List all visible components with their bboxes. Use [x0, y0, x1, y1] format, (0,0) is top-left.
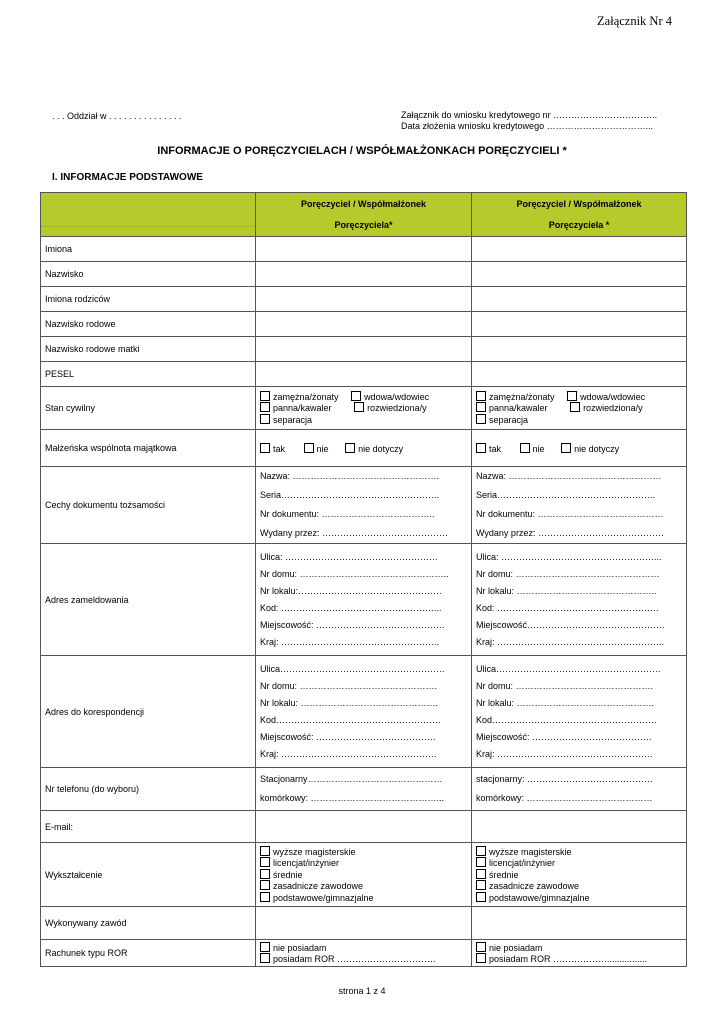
checkbox-separated[interactable]: separacja	[260, 414, 467, 426]
table-row	[41, 237, 687, 262]
postal-code-field[interactable]: Kod……………………………………………….	[260, 714, 441, 725]
phone-fields-2	[472, 768, 687, 811]
country-field[interactable]: Kraj: …………………………………………….	[260, 748, 437, 759]
table-row	[41, 544, 687, 656]
joint-property-options-1	[256, 430, 472, 467]
page-number: strona 1 z 4	[338, 986, 386, 996]
row-label-adres-zameldowania: Adres zameldowania	[41, 544, 256, 656]
input-cell[interactable]	[472, 287, 687, 312]
document-issuer-field[interactable]: Wydany przez: ……………………………………	[476, 528, 664, 538]
row-label-ror: Rachunek typu ROR	[41, 940, 256, 967]
registered-address-fields-1	[256, 544, 472, 656]
document-name-field[interactable]: Nazwa: ………………………………………….	[260, 471, 440, 481]
table-row	[41, 262, 687, 287]
table-row	[41, 430, 687, 467]
country-field[interactable]: Kraj: ……………………………………………..	[260, 636, 440, 647]
row-label-email: E-mail:	[41, 811, 256, 843]
mobile-field[interactable]: komórkowy: ……………………………………...	[260, 793, 445, 803]
table-row	[41, 656, 687, 768]
loan-annex-field[interactable]: Załącznik do wniosku kredytowego nr ……………………………..	[401, 110, 658, 120]
checkbox-primary[interactable]: podstawowe/gimnazjalne	[260, 892, 467, 904]
table-row	[41, 467, 687, 544]
checkbox-widowed[interactable]: wdowa/wdowiec	[567, 391, 645, 403]
education-options-1	[256, 843, 472, 907]
house-number-field[interactable]: Nr domu: …………………………………………..	[260, 568, 449, 579]
country-field[interactable]: Kraj: …………………………………………….	[476, 748, 653, 759]
header-corner-cell	[41, 193, 256, 237]
document-issuer-field[interactable]: Wydany przez: ……………………………………	[260, 528, 448, 538]
loan-meta	[401, 110, 657, 132]
table-row	[41, 811, 687, 843]
checkbox-no[interactable]: nie	[304, 443, 329, 454]
section-title: I. INFORMACJE PODSTAWOWE	[52, 172, 203, 183]
document-series-field[interactable]: Seria……………………………………………..	[260, 490, 440, 500]
checkbox-widowed[interactable]: wdowa/wdowiec	[351, 391, 429, 403]
document-name-field[interactable]: Nazwa: ……………………………………………	[476, 471, 662, 481]
checkbox-yes[interactable]: tak	[260, 443, 285, 454]
row-label-pesel: PESEL	[41, 362, 256, 387]
document-fields-2	[472, 467, 687, 544]
input-cell[interactable]	[472, 337, 687, 362]
input-cell[interactable]	[256, 337, 472, 362]
education-options-2	[472, 843, 687, 907]
document-series-field[interactable]: Seria……………………………………………..	[476, 490, 656, 500]
checkbox-no-account[interactable]: nie posiadam	[476, 942, 682, 954]
checkbox-divorced[interactable]: rozwiedziona/y	[354, 402, 427, 414]
checkbox-bachelor[interactable]: licencjat/inżynier	[260, 857, 467, 869]
checkbox-not-applicable[interactable]: nie dotyczy	[561, 443, 619, 454]
checkbox-bachelor[interactable]: licencjat/inżynier	[476, 857, 682, 869]
row-label-imiona-rodzicow: Imiona rodziców	[41, 287, 256, 312]
checkbox-separated[interactable]: separacja	[476, 414, 682, 426]
street-field[interactable]: Ulica: ……………………………………………...	[476, 551, 662, 562]
document-number-field[interactable]: Nr dokumentu: ……………………………………	[476, 509, 664, 519]
city-field[interactable]: Miejscowość: ………………………………….	[260, 731, 436, 742]
checkbox-masters[interactable]: wyższe magisterskie	[260, 846, 467, 858]
apartment-number-field[interactable]: Nr lokalu: ……………………………………….	[476, 697, 655, 708]
input-cell[interactable]	[256, 811, 472, 843]
row-label-nazwisko: Nazwisko	[41, 262, 256, 287]
checkbox-vocational[interactable]: zasadnicze zawodowe	[260, 880, 467, 892]
checkbox-secondary[interactable]: średnie	[260, 869, 467, 881]
input-cell[interactable]	[256, 237, 472, 262]
row-label-stan-cywilny: Stan cywilny	[41, 387, 256, 430]
checkbox-divorced[interactable]: rozwiedziona/y	[570, 402, 643, 414]
street-field[interactable]: Ulica……………………………………………….	[260, 663, 445, 674]
correspondence-address-fields-2	[472, 656, 687, 768]
input-cell[interactable]	[256, 312, 472, 337]
checkbox-not-applicable[interactable]: nie dotyczy	[345, 443, 403, 454]
postal-code-field[interactable]: Kod: ………………………………………………	[476, 602, 660, 613]
input-cell[interactable]	[256, 907, 472, 940]
street-field[interactable]: Ulica……………………………………………….	[476, 663, 661, 674]
marital-options-1	[256, 387, 472, 430]
loan-date-field[interactable]: Data złożenia wniosku kredytowego ……………………………...	[401, 121, 654, 131]
input-cell[interactable]	[472, 362, 687, 387]
guarantor-table	[40, 192, 687, 967]
input-cell[interactable]	[256, 362, 472, 387]
mobile-field[interactable]: komórkowy: ……………………………………	[476, 793, 653, 803]
landline-field[interactable]: Stacjonarny………………………………………	[260, 774, 443, 784]
input-cell[interactable]	[472, 312, 687, 337]
correspondence-address-fields-1	[256, 656, 472, 768]
branch-field[interactable]: . . . Oddział w . . . . . . . . . . . . . . .	[52, 111, 182, 121]
annex-number: Załącznik Nr 4	[597, 14, 672, 28]
row-label-dokument: Cechy dokumentu tożsamości	[41, 467, 256, 544]
checkbox-primary[interactable]: podstawowe/gimnazjalne	[476, 892, 682, 904]
input-cell[interactable]	[472, 237, 687, 262]
table-row	[41, 768, 687, 811]
table-row	[41, 940, 687, 967]
input-cell[interactable]	[256, 287, 472, 312]
country-field[interactable]: Kraj: ………………………………………………..	[476, 636, 665, 647]
form-title: INFORMACJE O PORĘCZYCIELACH / WSPÓŁMAŁŻONKACH PORĘCZYCIELI *	[157, 145, 567, 157]
checkbox-has-account[interactable]: posiadam ROR ……………………………	[260, 953, 467, 965]
table-row	[41, 287, 687, 312]
checkbox-secondary[interactable]: średnie	[476, 869, 682, 881]
joint-property-options-2	[472, 430, 687, 467]
row-label-nazwisko-rodowe-matki: Nazwisko rodowe matki	[41, 337, 256, 362]
row-label-nazwisko-rodowe: Nazwisko rodowe	[41, 312, 256, 337]
city-field[interactable]: Miejscowość: …………………………………….	[260, 619, 445, 630]
row-label-zawod: Wykonywany zawód	[41, 907, 256, 940]
table-row	[41, 843, 687, 907]
city-field[interactable]: Miejscowość: ………………………………….	[476, 731, 652, 742]
postal-code-field[interactable]: Kod……………………………………………….	[476, 714, 657, 725]
checkbox-married[interactable]: zamężna/żonaty	[260, 392, 339, 402]
checkbox-yes[interactable]: tak	[476, 443, 501, 454]
phone-fields-1	[256, 768, 472, 811]
table-row	[41, 387, 687, 430]
city-field[interactable]: Miejscowość……………………………………….	[476, 619, 665, 630]
document-fields-1	[256, 467, 472, 544]
checkbox-has-account[interactable]: posiadam ROR ………………................	[476, 953, 682, 965]
table-row	[41, 312, 687, 337]
table-row	[41, 907, 687, 940]
row-label-adres-korespondencji: Adres do korespondencji	[41, 656, 256, 768]
checkbox-married[interactable]: zamężna/żonaty	[476, 392, 555, 402]
input-cell[interactable]	[472, 907, 687, 940]
input-cell[interactable]	[472, 811, 687, 843]
table-row	[41, 362, 687, 387]
checkbox-no[interactable]: nie	[520, 443, 545, 454]
house-number-field[interactable]: Nr domu: …………………………………………	[476, 568, 660, 579]
registered-address-fields-2	[472, 544, 687, 656]
ror-options-1	[256, 940, 472, 967]
row-label-imiona: Imiona	[41, 237, 256, 262]
input-cell[interactable]	[256, 262, 472, 287]
column-header-2: Poręczyciel / Współmałżonek Poręczyciela *	[472, 193, 687, 237]
apartment-number-field[interactable]: Nr lokalu: ……………………………………….	[260, 697, 439, 708]
apartment-number-field[interactable]: Nr lokalu:…………………………………………	[260, 585, 443, 596]
landline-field[interactable]: stacjonarny: ……………………………………	[476, 774, 654, 784]
table-header-row	[41, 193, 687, 237]
house-number-field[interactable]: Nr domu: ……………………………………….	[260, 680, 438, 691]
checkbox-masters[interactable]: wyższe magisterskie	[476, 846, 682, 858]
column-header-1: Poręczyciel / Współmałżonek Poręczyciela*	[256, 193, 472, 237]
marital-options-2	[472, 387, 687, 430]
checkbox-single[interactable]: panna/kawaler	[260, 403, 332, 413]
input-cell[interactable]	[472, 262, 687, 287]
row-label-wspolnota: Małżeńska wspólnota majątkowa	[41, 430, 256, 467]
checkbox-single[interactable]: panna/kawaler	[476, 403, 548, 413]
row-label-telefon: Nr telefonu (do wyboru)	[41, 768, 256, 811]
apartment-number-field[interactable]: Nr lokalu: ………………………………………..	[476, 585, 657, 596]
row-label-wyksztalcenie: Wykształcenie	[41, 843, 256, 907]
document-number-field[interactable]: Nr dokumentu: ………………………………..	[260, 509, 435, 519]
postal-code-field[interactable]: Kod: ……………………………………………...	[260, 602, 442, 613]
house-number-field[interactable]: Nr domu: ……………………………………….	[476, 680, 654, 691]
ror-options-2	[472, 940, 687, 967]
table-row	[41, 337, 687, 362]
checkbox-vocational[interactable]: zasadnicze zawodowe	[476, 880, 682, 892]
street-field[interactable]: Ulica: ……………………………………………	[260, 551, 439, 562]
checkbox-no-account[interactable]: nie posiadam	[260, 942, 467, 954]
